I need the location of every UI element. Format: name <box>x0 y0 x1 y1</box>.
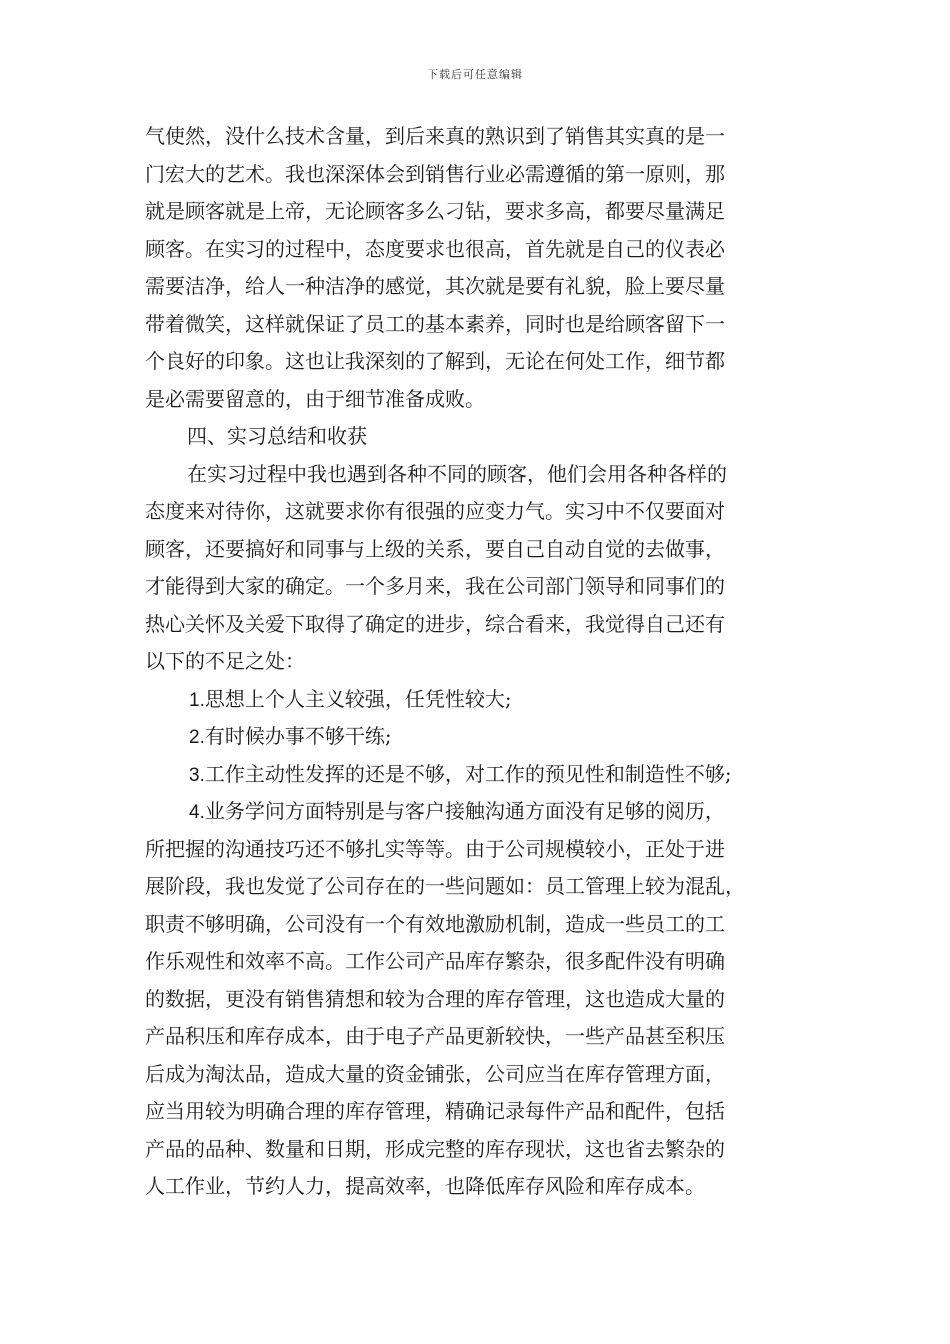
text-line: 应当用较为明确合理的库存管理，精确记录每件产品和配件，包括 <box>145 1099 725 1123</box>
text-line: 人工作业，节约人力，提高效率，也降低库存风险和库存成本。 <box>145 1174 705 1198</box>
text-line: 以下的不足之处： <box>145 649 305 673</box>
text-line: 展阶段，我也发觉了公司存在的一些问题如：员工管理上较为混乱， <box>145 874 745 898</box>
list-item-text: 业务学问方面特别是与客户接触沟通方面没有足够的阅历， <box>204 799 725 823</box>
text-line: 个良好的印象。这也让我深刻的了解到，无论在何处工作，细节都 <box>145 349 725 373</box>
paragraph-3 <box>145 831 805 1206</box>
list-item <box>145 793 805 831</box>
list-item <box>145 681 805 719</box>
text-line: 是必需要留意的，由于细节准备成败。 <box>145 386 485 411</box>
text-line: 热心关怀及关爱下取得了确定的进步，综合看来，我觉得自己还有 <box>145 611 725 636</box>
text-line: 产品积压和库存成本，由于电子产品更新较快，一些产品甚至积压 <box>145 1024 725 1048</box>
text-line: 职责不够明确，公司没有一个有效地激励机制，造成一些员工的工 <box>145 911 725 936</box>
text-line: 就是顾客就是上帝，无论顾客多么刁钻，要求多高，都要尽量满足 <box>145 199 725 223</box>
text-line: 带着微笑，这样就保证了员工的基本素养，同时也是给顾客留下一 <box>145 311 725 336</box>
document-body <box>145 118 805 1206</box>
text-line: 才能得到大家的确定。一个多月来，我在公司部门领导和同事们的 <box>145 574 725 598</box>
text-line: 在实习过程中我也遇到各种不同的顾客，他们会用各种各样的 <box>187 461 727 486</box>
text-line: 后成为淘汰品，造成大量的资金铺张，公司应当在库存管理方面， <box>145 1061 725 1086</box>
text-line: 顾客。在实习的过程中，态度要求也很高，首先就是自己的仪表必 <box>145 236 725 261</box>
section-heading: 四、实习总结和收获 <box>187 424 367 448</box>
text-line: 气使然，没什么技术含量，到后来真的熟识到了销售其实真的是一 <box>145 124 725 148</box>
list-item-number: 2. <box>189 727 205 748</box>
text-line: 产品的品种、数量和日期，形成完整的库存现状，这也省去繁杂的 <box>145 1136 725 1161</box>
text-line: 顾客，还要搞好和同事与上级的关系，要自己自动自觉的去做事， <box>145 536 725 561</box>
paragraph-1 <box>145 118 805 418</box>
text-line: 态度来对待你，这就要求你有很强的应变力气。实习中不仅要面对 <box>145 499 725 523</box>
page-header: 下载后可任意编辑 <box>427 68 523 81</box>
text-line: 的数据，更没有销售猜想和较为合理的库存管理，这也造成大量的 <box>145 986 725 1011</box>
text-line: 门宏大的艺术。我也深深体会到销售行业必需遵循的第一原则，那 <box>145 161 725 186</box>
text-line: 需要洁净，给人一种洁净的感觉，其次就是要有礼貌，脸上要尽量 <box>145 274 725 298</box>
list-item <box>145 718 805 756</box>
list-item-text: 有时候办事不够干练; <box>204 724 392 748</box>
list-item-number: 4. <box>189 802 205 823</box>
list-item-text: 工作主动性发挥的还是不够，对工作的预见性和制造性不够; <box>204 761 732 786</box>
list-item-number: 1. <box>189 689 205 711</box>
list-item-number: 3. <box>189 764 205 786</box>
list-item-text: 思想上个人主义较强，任凭性较大; <box>204 686 512 711</box>
paragraph-2 <box>145 456 805 681</box>
text-line: 所把握的沟通技巧还不够扎实等等。由于公司规模较小，正处于进 <box>145 836 725 861</box>
list-item <box>145 756 805 794</box>
text-line: 作乐观性和效率不高。工作公司产品库存繁杂，很多配件没有明确 <box>145 949 725 973</box>
deficiency-list <box>145 681 805 831</box>
